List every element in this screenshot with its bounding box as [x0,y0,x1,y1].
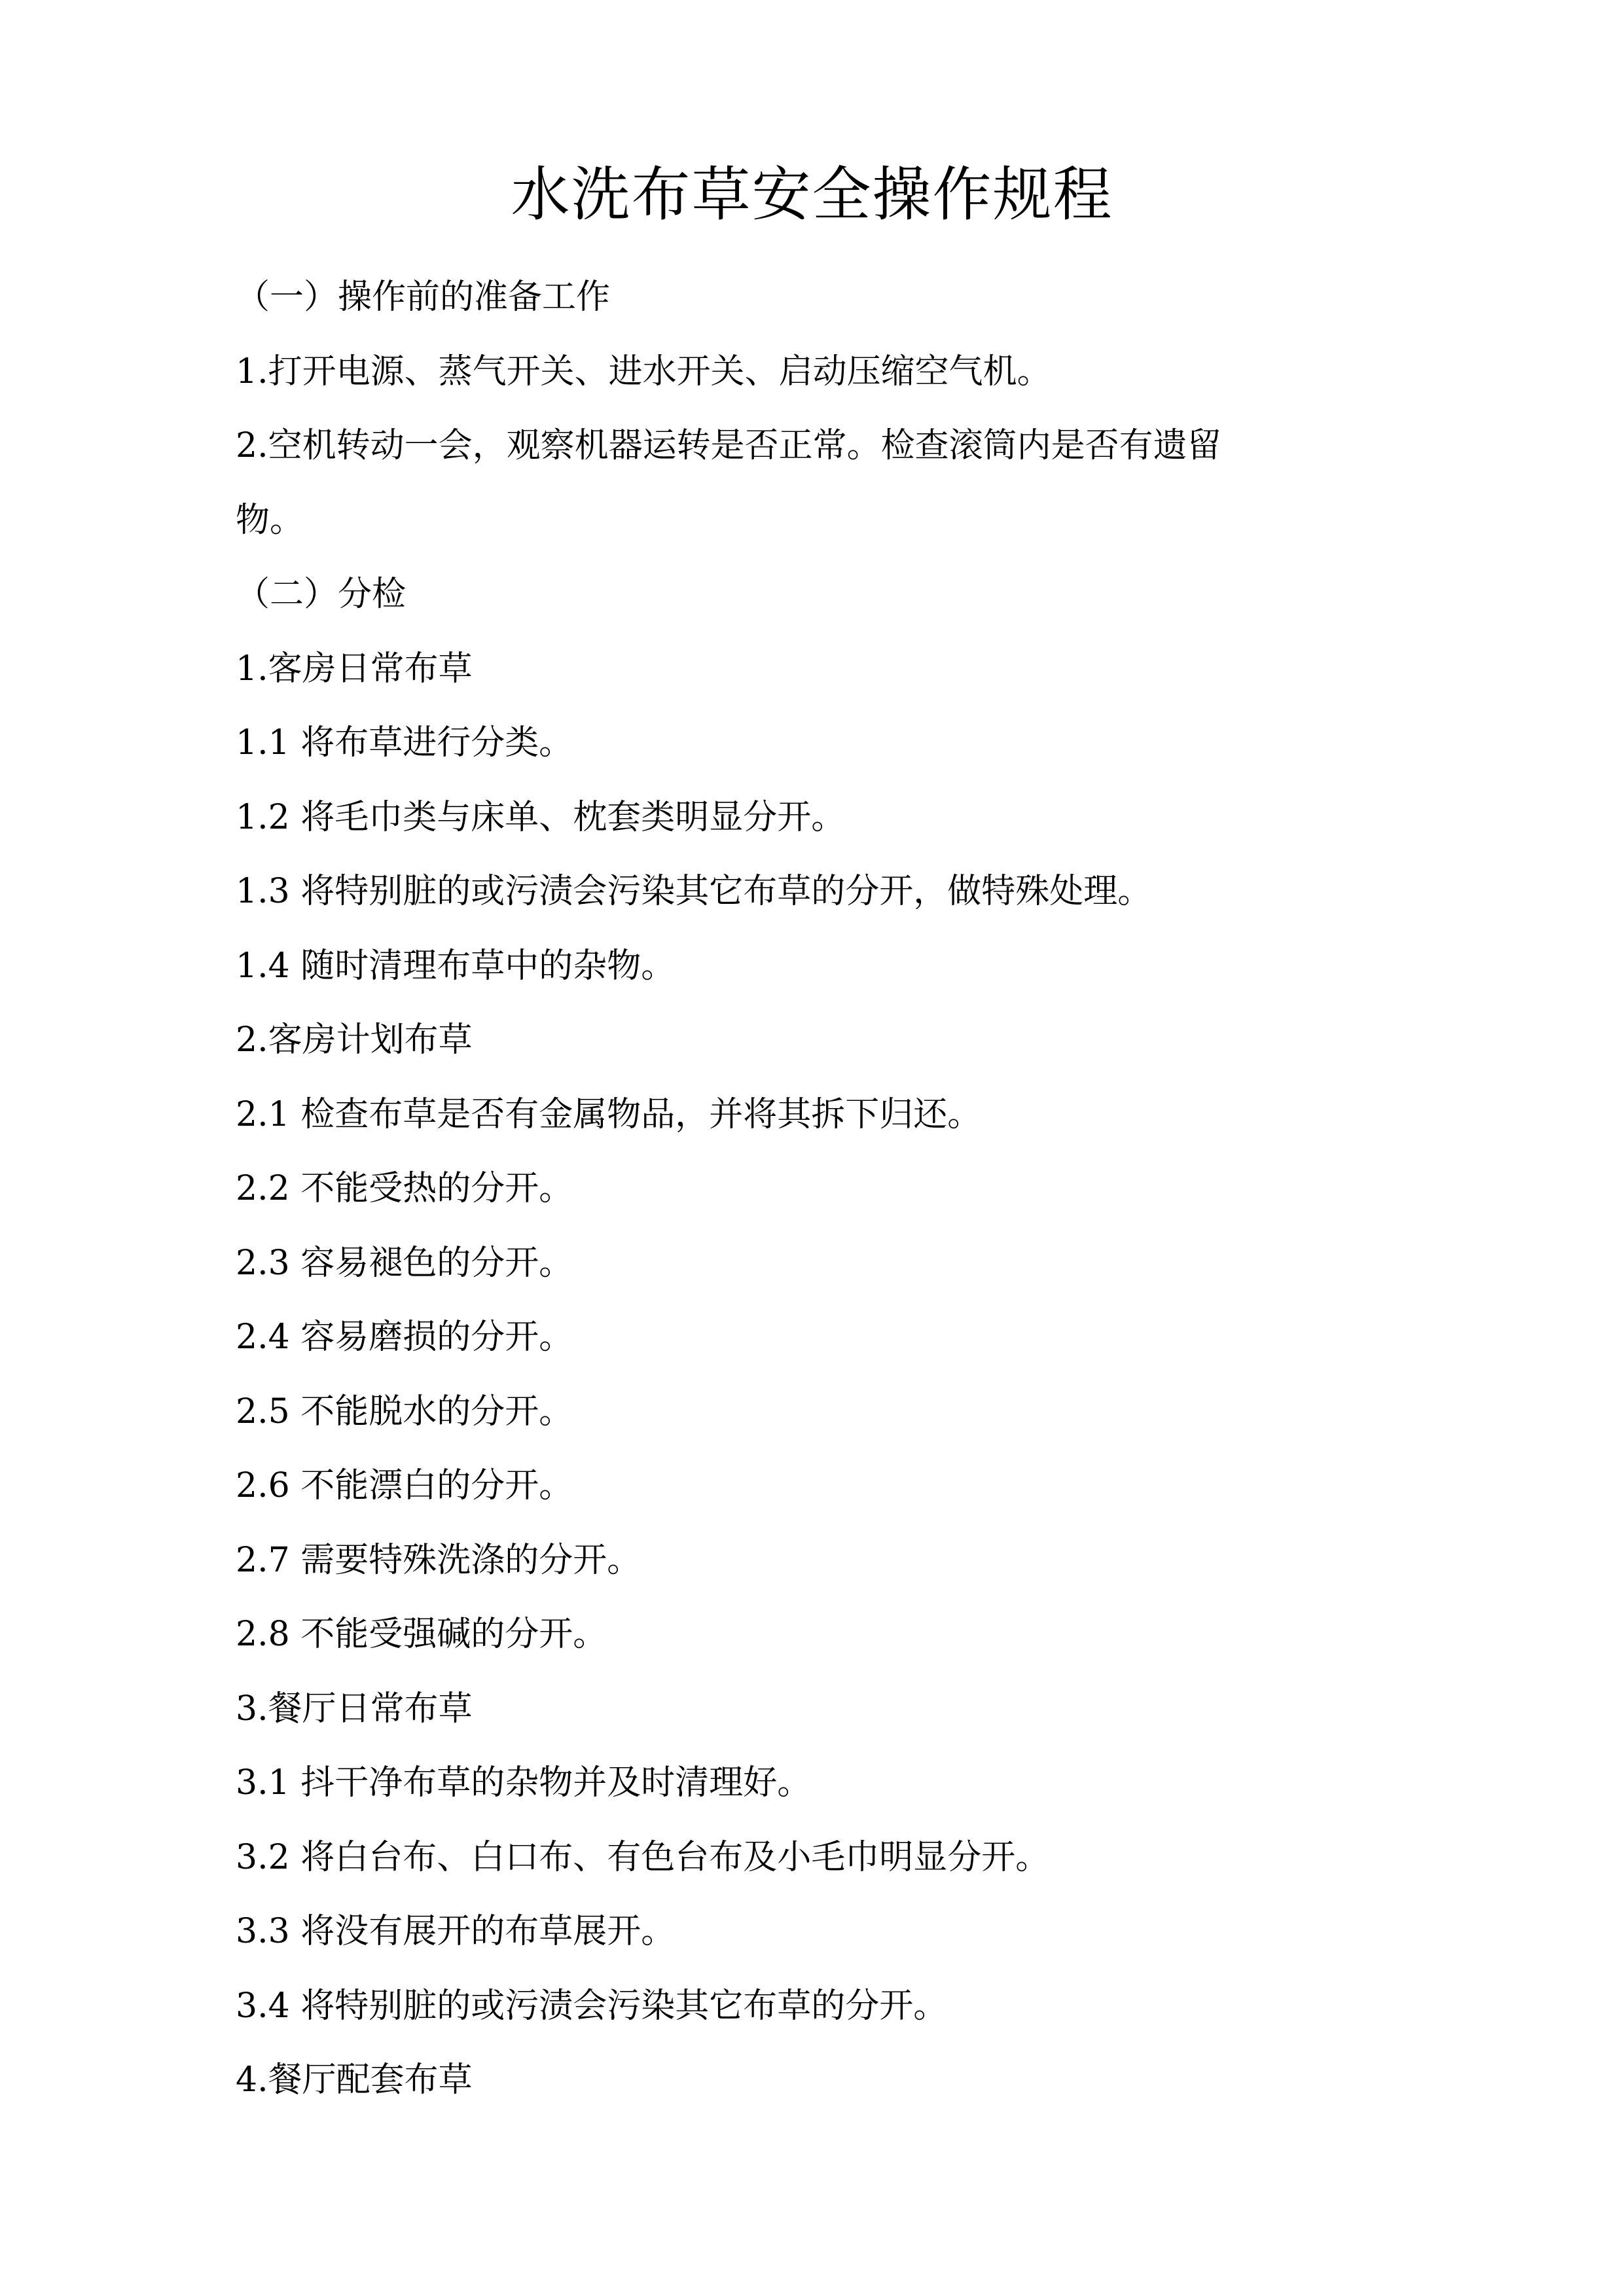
document-body [236,260,1414,2118]
list-item: 3.2 将白台布、白口布、有色台布及小毛巾明显分开。 [236,1837,1050,1877]
subsection-heading: 3.餐厅日常布草 [236,1689,473,1729]
list-item: 3.3 将没有展开的布草展开。 [236,1912,676,1951]
paragraph-line: 2.空机转动一会，观察机器运转是否正常。检查滚筒内是否有遗留 [236,426,1221,465]
list-item: 2.1 检查布草是否有金属物品，并将其拆下归还。 [236,1094,982,1134]
list-item: 1.4 随时清理布草中的杂物。 [236,946,676,986]
paragraph-line: 1.打开电源、蒸气开关、进水开关、启动压缩空气机。 [236,351,1051,391]
list-item: 3.1 抖干净布草的杂物并及时清理好。 [236,1763,812,1803]
list-item: 2.6 不能漂白的分开。 [236,1466,573,1505]
paragraph-line: 物。 [236,500,304,540]
list-item: 2.2 不能受热的分开。 [236,1169,573,1208]
list-item: 2.4 容易磨损的分开。 [236,1318,573,1357]
list-item: 1.1 将布草进行分类。 [236,723,573,762]
section-heading-sorting: （二）分检 [236,575,406,614]
section-heading-preparation: （一）操作前的准备工作 [236,278,611,317]
list-item: 2.7 需要特殊洗涤的分开。 [236,1540,641,1580]
list-item: 2.3 容易褪色的分开。 [236,1243,573,1283]
list-item: 2.5 不能脱水的分开。 [236,1391,573,1431]
subsection-heading: 1.客房日常布草 [236,649,473,689]
list-item: 1.2 将毛巾类与床单、枕套类明显分开。 [236,797,846,837]
subsection-heading: 4.餐厅配套布草 [236,2060,473,2100]
list-item: 3.4 将特别脏的或污渍会污染其它布草的分开。 [236,1986,948,2026]
document-title: 水洗布草安全操作规程 [511,160,1113,229]
list-item: 1.3 将特别脏的或污渍会污染其它布草的分开，做特殊处理。 [236,872,1152,911]
subsection-heading: 2.客房计划布草 [236,1020,473,1060]
list-item: 2.8 不能受强碱的分开。 [236,1615,607,1654]
